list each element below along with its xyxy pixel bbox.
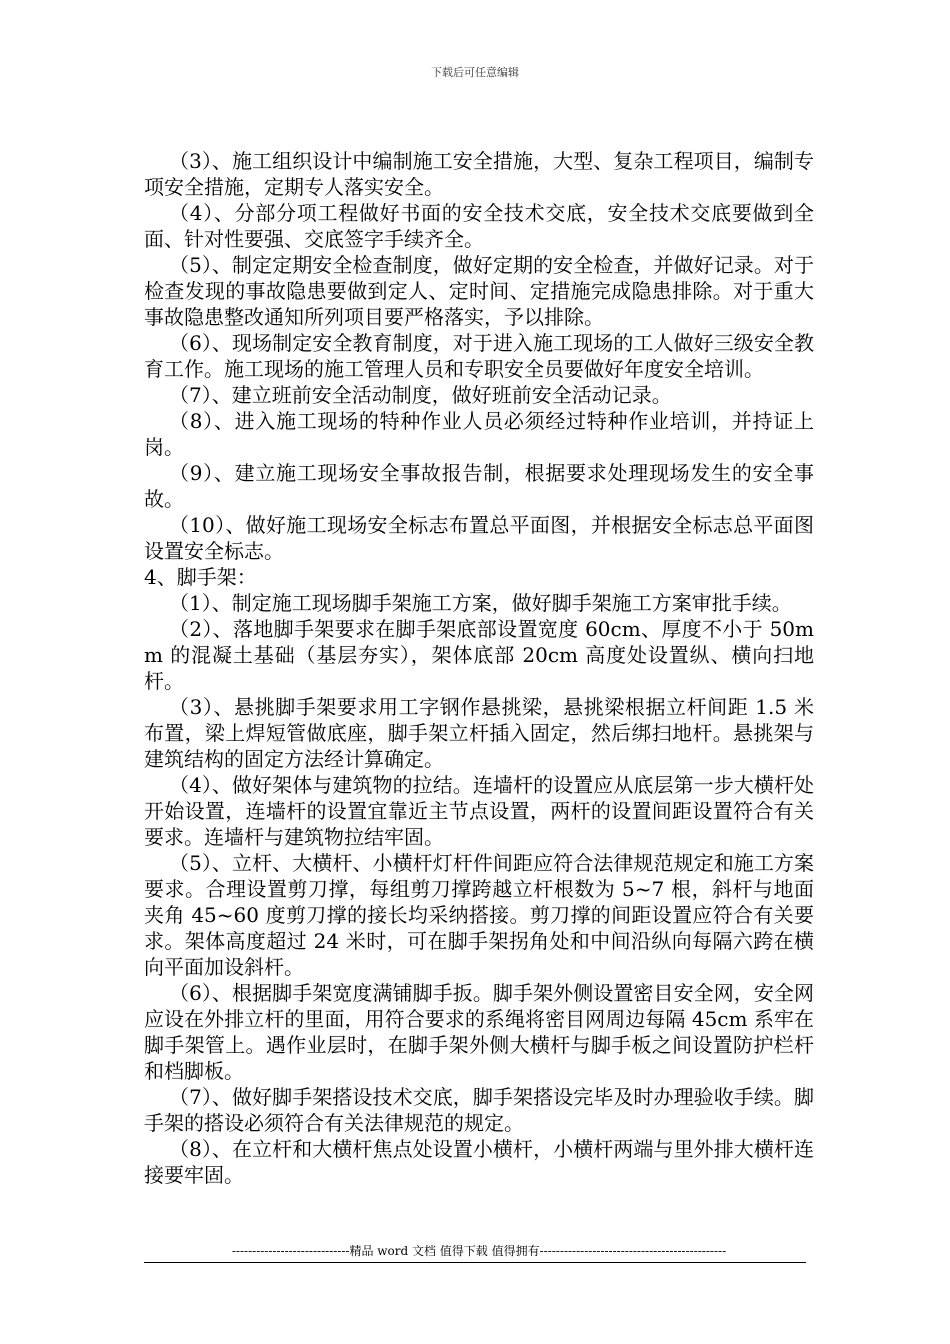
paragraph-scaffold-3: （3）、悬挑脚手架要求用工字钢作悬挑梁，悬挑梁根据立杆间距 1.5 米布置，梁上焊短管做底座，脚手架立杆插入固定，然后绑扫地杆。悬挑架与建筑结构的固定方法经计算确定。 (144, 695, 814, 771)
paragraph-safety-5: （5）、制定定期安全检查制度，做好定期的安全检查，并做好记录。对于检查发现的事故隐患要做到定人、定时间、定措施完成隐患排除。对于重大事故隐患整改通知所列项目要严格落实，予以排除。 (144, 253, 814, 329)
paragraph-scaffold-7: （7）、做好脚手架搭设技术交底，脚手架搭设完毕及时办理验收手续。脚手架的搭设必须符合有关法律规范的规定。 (144, 1085, 814, 1135)
paragraph-scaffold-5: （5）、立杆、大横杆、小横杆灯杆件间距应符合法律规范规定和施工方案要求。合理设置剪刀撑，每组剪刀撑跨越立杆根数为 5~7 根，斜杆与地面夹角 45~60 度剪刀撑的接长均采纳搭接。剪刀撑的间距设置应符合有关要求。架体高度超过 24 米时，可在脚手架拐角处和中间沿纵向每隔六跨在横向平面加设斜杆。 (144, 851, 814, 979)
paragraph-safety-3: （3）、施工组织设计中编制施工安全措施，大型、复杂工程项目，编制专项安全措施，定期专人落实安全。 (144, 149, 814, 199)
paragraph-safety-9: （9）、建立施工现场安全事故报告制，根据要求处理现场发生的安全事故。 (144, 461, 814, 511)
page-header: 下载后可任意编辑 (431, 66, 519, 79)
paragraph-scaffold-6: （6）、根据脚手架宽度满铺脚手扳。脚手架外侧设置密目安全网，安全网应设在外排立杆的里面，用符合要求的系绳将密目网周边每隔 45cm 系牢在脚手架管上。遇作业层时，在脚手架外侧大横杆与脚手板之间设置防护栏杆和档脚板。 (144, 981, 814, 1083)
paragraph-scaffold-2: （2）、落地脚手架要求在脚手架底部设置宽度 60cm、厚度不小于 50mm 的混凝土基础（基层夯实），架体底部 20cm 高度处设置纵、横向扫地杆。 (144, 617, 814, 693)
document-body (144, 148, 814, 1188)
paragraph-scaffold-4: （4）、做好架体与建筑物的拉结。连墙杆的设置应从底层第一步大横杆处开始设置，连墙杆的设置宜靠近主节点设置，两杆的设置间距设置符合有关要求。连墙杆与建筑物拉结牢固。 (144, 773, 814, 849)
page-footer: -----------------------------精品 word 文档 值得下载 值得拥有---------------------------------------------- (231, 1244, 727, 1258)
section-heading-scaffold: 4、脚手架： (144, 565, 257, 589)
paragraph-safety-6: （6）、现场制定安全教育制度，对于进入施工现场的工人做好三级安全教育工作。施工现场的施工管理人员和专职安全员要做好年度安全培训。 (144, 331, 814, 381)
footer-divider (144, 1262, 806, 1263)
paragraph-scaffold-1: （1）、制定施工现场脚手架施工方案，做好脚手架施工方案审批手续。 (169, 591, 792, 615)
paragraph-safety-10: （10）、做好施工现场安全标志布置总平面图，并根据安全标志总平面图设置安全标志。 (144, 513, 814, 563)
paragraph-scaffold-8: （8）、在立杆和大横杆焦点处设置小横杆，小横杆两端与里外排大横杆连接要牢固。 (144, 1137, 814, 1187)
paragraph-safety-4: （4）、分部分项工程做好书面的安全技术交底，安全技术交底要做到全面、针对性要强、交底签字手续齐全。 (144, 201, 814, 251)
paragraph-safety-8: （8）、进入施工现场的特种作业人员必须经过特种作业培训，并持证上岗。 (144, 409, 814, 459)
paragraph-safety-7: （7）、建立班前安全活动制度，做好班前安全活动记录。 (169, 383, 672, 407)
